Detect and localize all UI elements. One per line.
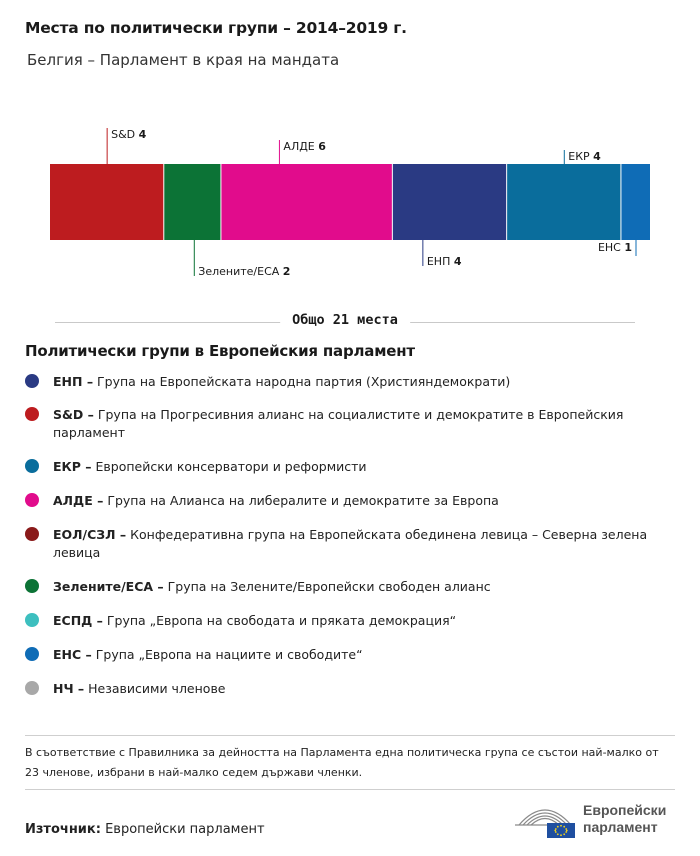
legend-abbr: ЕОЛ/СЗЛ – [53, 527, 127, 542]
legend-item-greens-efa [25, 578, 665, 596]
legend-desc: Група на Прогресивния алианс на социалистите и демократите в Европейския парламент [53, 407, 624, 440]
parliament-emblem-icon [513, 799, 577, 839]
total-seats [55, 312, 635, 334]
legend-desc: Група на Алианса на либералите и демократите за Европа [103, 493, 499, 508]
legend-desc: Група на Зелените/Европейски свободен алианс [163, 579, 491, 594]
legend-dot [25, 579, 39, 593]
legend-desc: Група „Европа на нациите и свободите“ [91, 647, 363, 662]
bar-label: ЕНС 1 [597, 241, 632, 254]
bar-segment [507, 164, 620, 240]
bar-segment [50, 164, 163, 240]
legend-abbr: ЕНП – [53, 374, 94, 389]
legend-dot [25, 374, 39, 388]
legend-dot [25, 613, 39, 627]
bar-label: ЕКР 4 [568, 150, 601, 163]
legend-abbr: АЛДЕ – [53, 493, 104, 508]
legend-item-efdd [25, 612, 665, 630]
bar-label: Зелените/ЕСА 2 [198, 265, 291, 278]
legend-dot [25, 681, 39, 695]
legend-desc: Независими членове [84, 681, 226, 696]
total-seats-label: Общо 21 места [280, 312, 410, 328]
legend-item-alde [25, 492, 665, 510]
bar-label: АЛДЕ 6 [283, 140, 326, 153]
source-line [25, 822, 265, 837]
legend-title: Политически групи в Европейския парламент [25, 342, 415, 360]
note-top-divider [25, 735, 675, 736]
source-label: Източник: [25, 822, 101, 837]
european-parliament-logo [513, 798, 683, 840]
legend-item-sd [25, 406, 665, 442]
logo-line-2: парламент [583, 819, 658, 835]
bar-segment [221, 164, 391, 240]
legend-dot [25, 647, 39, 661]
legend-item-gue-ngl [25, 526, 665, 562]
legend-abbr: ЕНС – [53, 647, 92, 662]
chart-title: Места по политически групи – 2014–2019 г. [25, 19, 407, 37]
legend-desc: Група „Европа на свободата и пряката демокрация“ [102, 613, 457, 628]
logo-line-1: Европейски [583, 802, 667, 818]
chart-subtitle: Белгия – Парламент в края на мандата [27, 51, 340, 69]
bar-label: ЕНП 4 [426, 255, 462, 268]
seat-bar-chart [0, 120, 700, 290]
legend-item-ni [25, 680, 665, 698]
legend-abbr: ЕКР – [53, 459, 92, 474]
legend-desc: Европейски консерватори и реформисти [91, 459, 367, 474]
bar-label: S&D 4 [111, 128, 147, 141]
legend-item-epp [25, 373, 665, 391]
legend-abbr: НЧ – [53, 681, 85, 696]
note-bottom-divider [25, 789, 675, 790]
legend-desc: Група на Европейската народна партия (Християндемократи) [93, 374, 511, 389]
bar-segment [393, 164, 506, 240]
legend-item-enf [25, 646, 665, 664]
legend-abbr: ЕСПД – [53, 613, 103, 628]
bar-segment [164, 164, 220, 240]
legend-dot [25, 407, 39, 421]
legend-dot [25, 459, 39, 473]
bar-segment [621, 164, 650, 240]
legend-abbr: S&D – [53, 407, 94, 422]
legend-item-ecr [25, 458, 665, 476]
legend-abbr: Зелените/ЕСА – [53, 579, 164, 594]
footnote: В съответствие с Правилника за дейността на Парламента една политическа група се състои най-малко от 23 членове, избрани в най-малко седем държави членки. [25, 746, 659, 779]
legend-dot [25, 527, 39, 541]
legend-dot [25, 493, 39, 507]
source-value: Европейски парламент [100, 822, 265, 837]
legend-desc: Конфедеративна група на Европейската обединена левица – Северна зелена левица [53, 527, 648, 560]
